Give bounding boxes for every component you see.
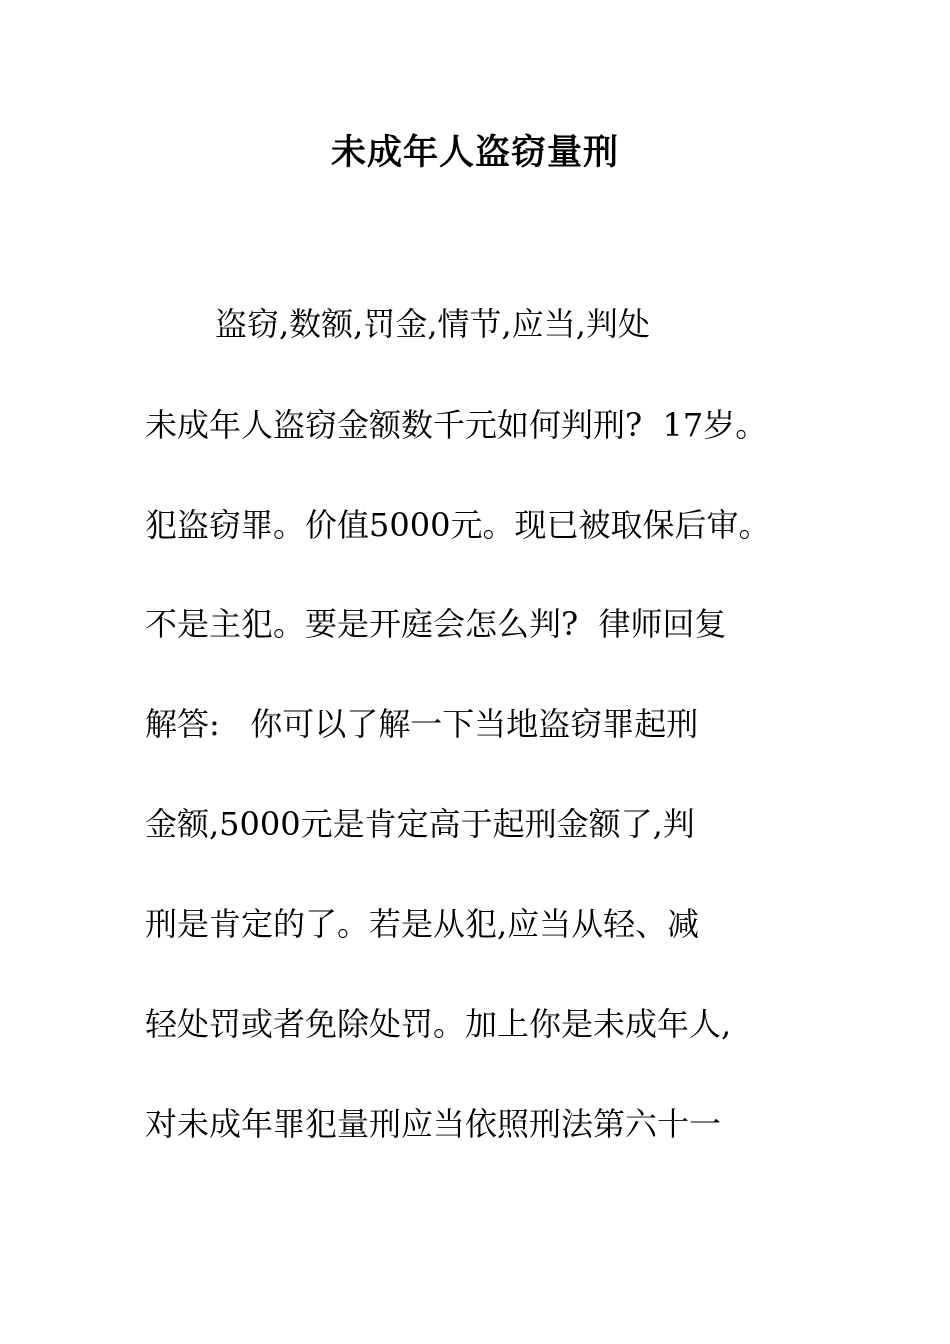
document-title: 未成年人盗窃量刑 (330, 133, 619, 173)
body-line-6: 刑是肯定的了。若是从犯,应当从轻、减 (145, 905, 700, 943)
body-line-5: 金额,5000元是肯定高于起刑金额了,判 (145, 805, 695, 843)
body-line-7: 轻处罚或者免除处罚。加上你是未成年人, (145, 1005, 732, 1043)
body-line-8: 对未成年罪犯量刑应当依照刑法第六十一 (145, 1105, 722, 1143)
body-line-2: 犯盗窃罪。价值5000元。现已被取保后审。 (145, 506, 771, 544)
keywords-line: 盗窃,数额,罚金,情节,应当,判处 (215, 305, 650, 343)
body-line-3: 不是主犯。要是开庭会怎么判? 律师回复 (145, 605, 727, 643)
body-line-4: 解答: 你可以了解一下当地盗窃罪起刑 (145, 705, 699, 743)
body-line-1: 未成年人盗窃金额数千元如何判刑? 17岁。 (145, 406, 768, 444)
